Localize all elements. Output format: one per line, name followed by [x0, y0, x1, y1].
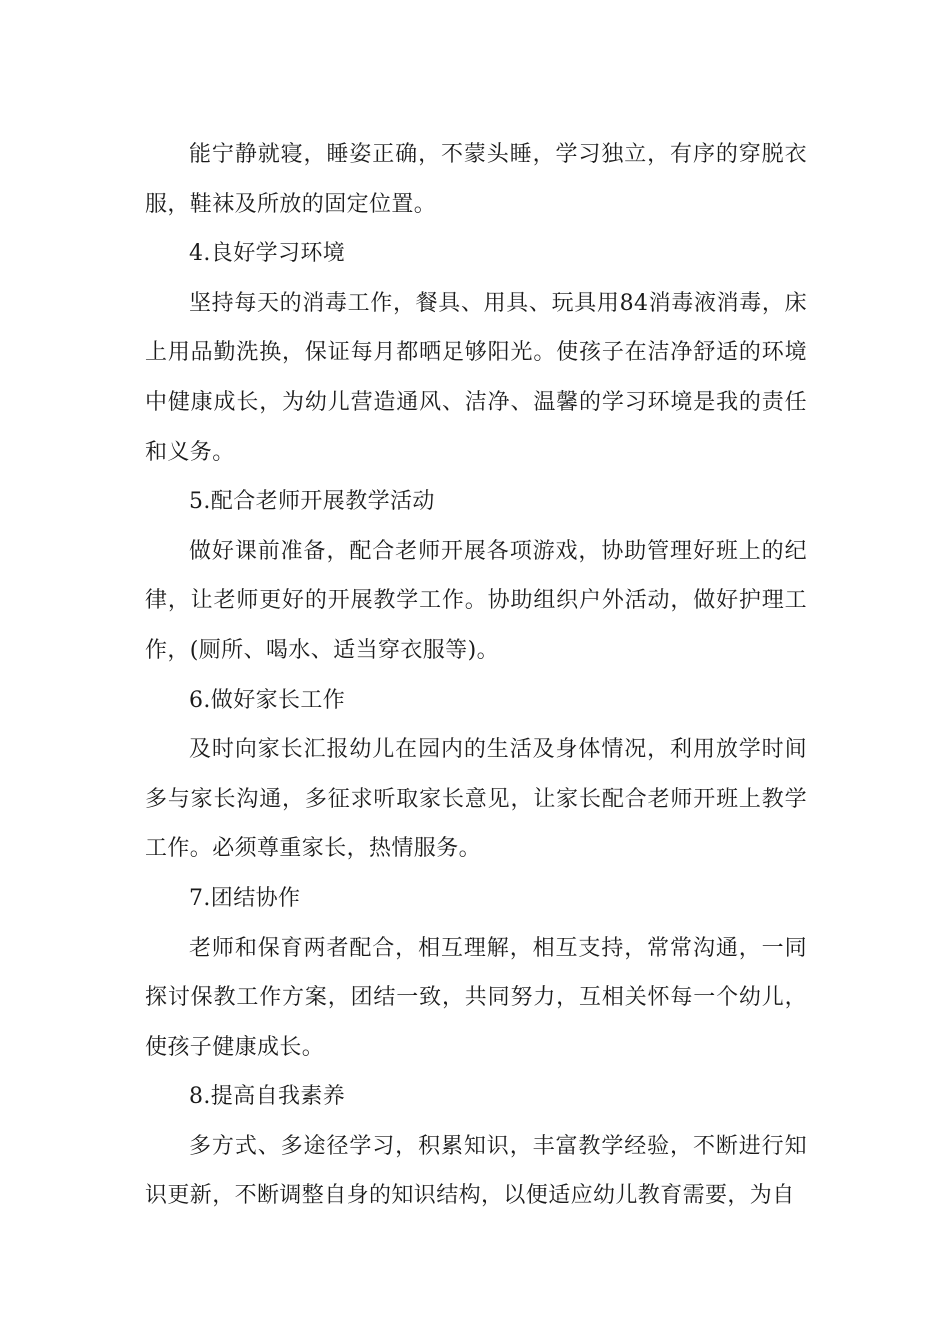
- paragraph-self-improvement: 多方式、多途径学习，积累知识，丰富教学经验，不断进行知识更新，不断调整自身的知识结构，以便适应幼儿教育需要，为自: [145, 1133, 807, 1209]
- section-heading-4: 4.良好学习环境: [189, 241, 346, 267]
- paragraph-parent-work: 及时向家长汇报幼儿在园内的生活及身体情况，利用放学时间多与家长沟通，多征求听取家长意见，让家长配合老师开班上教学工作。必须尊重家长，热情服务。: [145, 737, 807, 862]
- section-heading-6: 6.做好家长工作: [189, 687, 346, 713]
- document-body: [145, 130, 807, 1221]
- section-heading-5: 5.配合老师开展教学活动: [189, 489, 435, 515]
- section-heading-7: 7.团结协作: [189, 885, 301, 911]
- section-heading-8: 8.提高自我素养: [189, 1084, 346, 1110]
- paragraph-teamwork: 老师和保育两者配合，相互理解，相互支持，常常沟通，一同探讨保教工作方案，团结一致，共同努力，互相关怀每一个幼儿，使孩子健康成长。: [145, 935, 807, 1060]
- paragraph-sleep-dressing: 能宁静就寝，睡姿正确，不蒙头睡，学习独立，有序的穿脱衣服，鞋袜及所放的固定位置。: [145, 142, 807, 217]
- paragraph-disinfection: 坚持每天的消毒工作，餐具、用具、玩具用84消毒液消毒，床上用品勤洗换，保证每月都晒足够阳光。使孩子在洁净舒适的环境中健康成长，为幼儿营造通风、洁净、温馨的学习环境是我的责任和义务。: [145, 290, 807, 465]
- paragraph-teaching-support: 做好课前准备，配合老师开展各项游戏，协助管理好班上的纪律，让老师更好的开展教学工作。协助组织户外活动，做好护理工作，(厕所、喝水、适当穿衣服等)。: [145, 538, 807, 663]
